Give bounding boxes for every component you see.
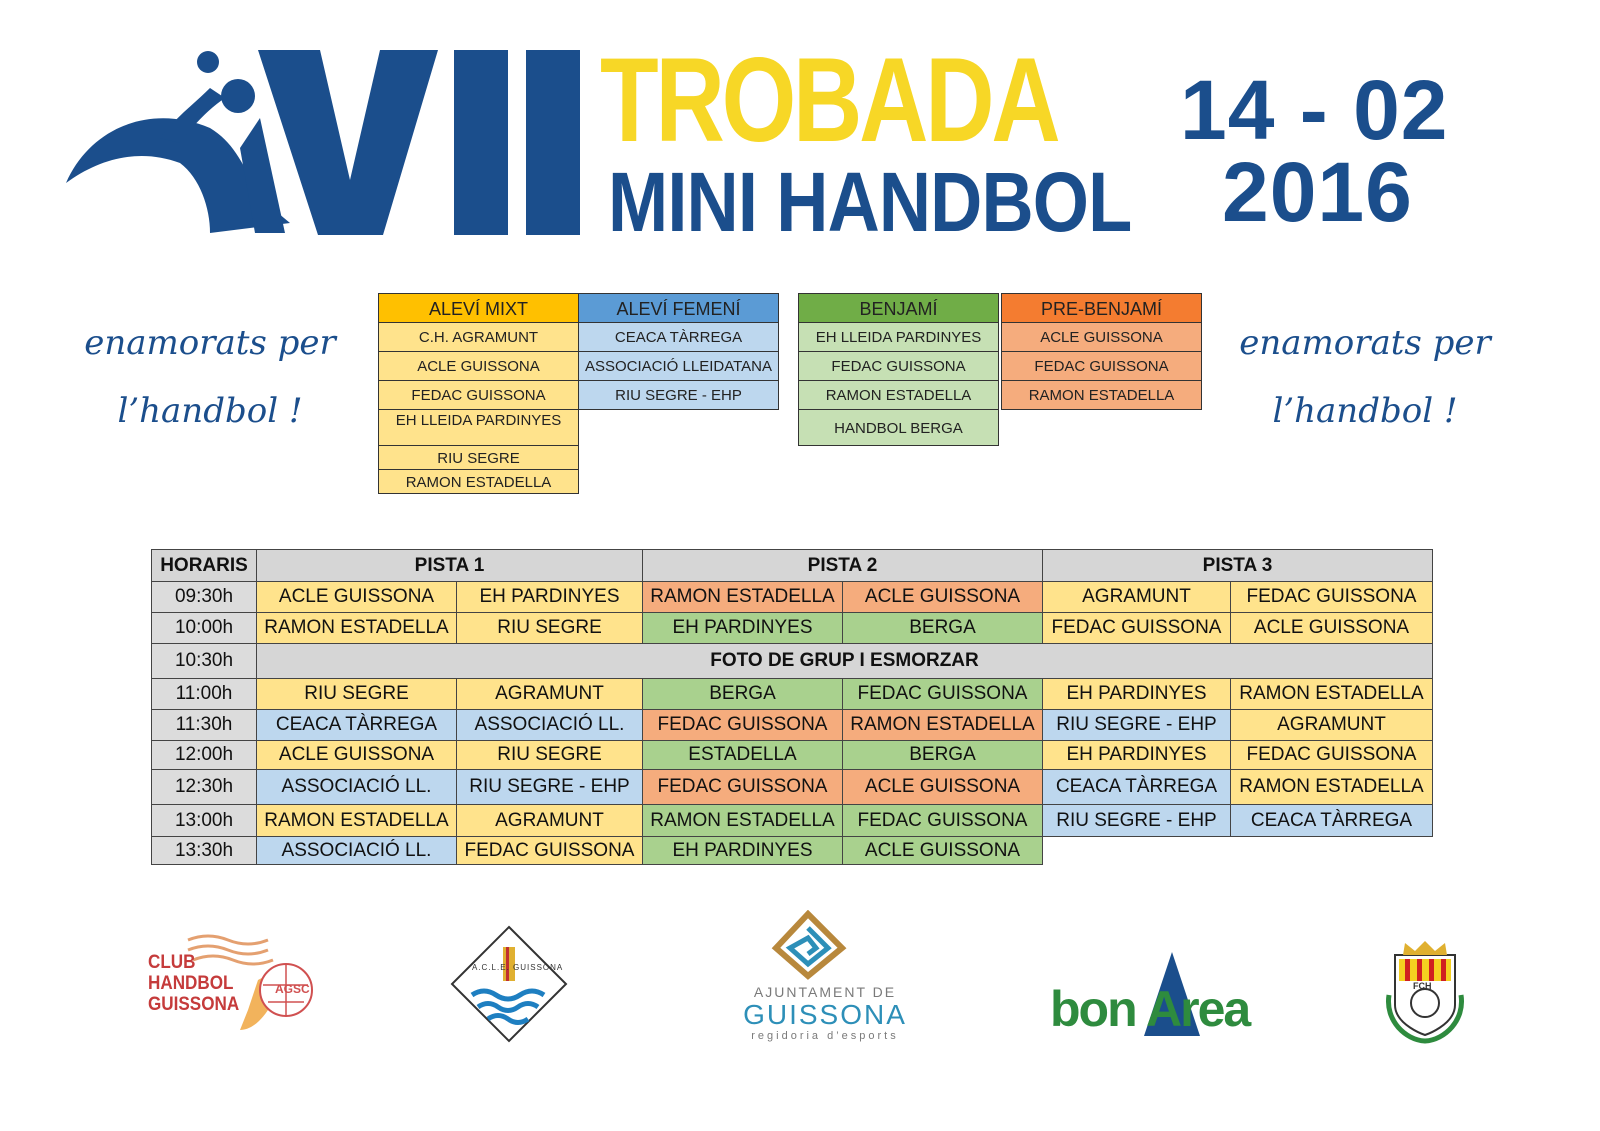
match-team-cell: FEDAC GUISSONA: [843, 805, 1043, 837]
category-team: RAMON ESTADELLA: [1001, 380, 1202, 410]
time-slot: 09:30h: [152, 582, 257, 613]
category-team: EH LLEIDA PARDINYES: [798, 322, 999, 352]
match-team-cell: RAMON ESTADELLA: [643, 582, 843, 613]
match-team-cell: EH PARDINYES: [457, 582, 643, 613]
slogan-right-line1: enamorats per: [1239, 323, 1491, 363]
fc-badge-text: FCH: [1413, 981, 1432, 991]
match-team-cell: [1043, 837, 1231, 865]
match-team-cell: FEDAC GUISSONA: [1231, 741, 1433, 770]
category-header: BENJAMÍ: [798, 293, 999, 323]
category-team: RAMON ESTADELLA: [378, 469, 579, 494]
match-team-cell: EH PARDINYES: [643, 837, 843, 865]
category-column: [1001, 293, 1202, 410]
schedule-row: [152, 710, 1433, 741]
acle-diamond-icon: [450, 925, 568, 1043]
match-team-cell: RAMON ESTADELLA: [1231, 679, 1433, 710]
category-column: [578, 293, 779, 410]
match-team-cell: ACLE GUISSONA: [1231, 613, 1433, 644]
category-team: RIU SEGRE - EHP: [578, 380, 779, 410]
category-team: FEDAC GUISSONA: [378, 380, 579, 410]
schedule-row: [152, 582, 1433, 613]
match-team-cell: FEDAC GUISSONA: [1043, 613, 1231, 644]
schedule-row: [152, 770, 1433, 805]
time-slot: 11:30h: [152, 710, 257, 741]
header-pista-1: PISTA 1: [257, 550, 643, 582]
schedule-row: [152, 679, 1433, 710]
match-team-cell: CEACA TÀRREGA: [1043, 770, 1231, 805]
ajuntament-line2: GUISSONA: [743, 999, 907, 1030]
match-team-cell: RIU SEGRE: [457, 613, 643, 644]
break-cell: FOTO DE GRUP I ESMORZAR: [257, 644, 1433, 679]
category-column: [378, 293, 579, 494]
match-team-cell: RIU SEGRE: [257, 679, 457, 710]
category-team: ACLE GUISSONA: [1001, 322, 1202, 352]
category-team: HANDBOL BERGA: [798, 409, 999, 446]
match-team-cell: BERGA: [843, 741, 1043, 770]
schedule-header-row: [152, 550, 1433, 582]
slogan-left-line1: enamorats per: [84, 323, 336, 363]
match-team-cell: BERGA: [843, 613, 1043, 644]
category-team: RAMON ESTADELLA: [798, 380, 999, 410]
match-team-cell: FEDAC GUISSONA: [643, 710, 843, 741]
match-team-cell: RIU SEGRE - EHP: [457, 770, 643, 805]
match-team-cell: BERGA: [643, 679, 843, 710]
category-header: PRE-BENJAMÍ: [1001, 293, 1202, 323]
match-team-cell: RAMON ESTADELLA: [257, 613, 457, 644]
ajuntament-spiral-icon: [768, 910, 848, 980]
match-team-cell: ACLE GUISSONA: [843, 837, 1043, 865]
bonarea-logo: [1050, 950, 1280, 1040]
match-team-cell: FEDAC GUISSONA: [1231, 582, 1433, 613]
club-line2: HANDBOL: [148, 973, 234, 994]
match-team-cell: [1231, 837, 1433, 865]
club-line1: CLUB: [148, 952, 196, 973]
fc-guissona-badge: [1385, 935, 1465, 1045]
header-horaris: HORARIS: [152, 550, 257, 582]
club-line3: GUISSONA: [148, 994, 240, 1015]
match-team-cell: RAMON ESTADELLA: [257, 805, 457, 837]
schedule-row: [152, 837, 1433, 865]
event-date-year: 2016: [1222, 145, 1413, 239]
match-team-cell: ASSOCIACIÓ LL.: [257, 837, 457, 865]
ajuntament-line1: AJUNTAMENT DE: [753, 984, 897, 1000]
match-team-cell: RAMON ESTADELLA: [1231, 770, 1433, 805]
category-team: FEDAC GUISSONA: [1001, 351, 1202, 381]
match-team-cell: EH PARDINYES: [643, 613, 843, 644]
match-team-cell: ACLE GUISSONA: [843, 770, 1043, 805]
club-badge-text: AGSC: [275, 982, 310, 996]
header-pista-3: PISTA 3: [1043, 550, 1433, 582]
title-mini-handbol: MINI HANDBOL: [608, 155, 1132, 249]
match-team-cell: FEDAC GUISSONA: [843, 679, 1043, 710]
category-header: ALEVÍ FEMENÍ: [578, 293, 779, 323]
match-team-cell: EH PARDINYES: [1043, 741, 1231, 770]
roman-numeral-vii: [258, 30, 598, 240]
match-team-cell: AGRAMUNT: [1043, 582, 1231, 613]
match-team-cell: ACLE GUISSONA: [257, 582, 457, 613]
match-team-cell: FEDAC GUISSONA: [457, 837, 643, 865]
category-team: ACLE GUISSONA: [378, 351, 579, 381]
category-team: FEDAC GUISSONA: [798, 351, 999, 381]
category-team: C.H. AGRAMUNT: [378, 322, 579, 352]
event-date-day: 14 - 02: [1180, 63, 1449, 157]
time-slot: 10:00h: [152, 613, 257, 644]
match-team-cell: CEACA TÀRREGA: [257, 710, 457, 741]
match-team-cell: RIU SEGRE: [457, 741, 643, 770]
match-team-cell: RIU SEGRE - EHP: [1043, 805, 1231, 837]
slogan-right-line2: l’handbol !: [1272, 391, 1458, 431]
match-team-cell: RIU SEGRE - EHP: [1043, 710, 1231, 741]
match-team-cell: RAMON ESTADELLA: [843, 710, 1043, 741]
acle-badge-text: A.C.L.E. GUISSONA: [472, 963, 564, 972]
title-trobada: TROBADA: [600, 33, 1058, 167]
ajuntament-guissona-logo: [740, 910, 910, 1040]
acle-guissona-badge: [450, 925, 568, 1043]
schedule-row: [152, 805, 1433, 837]
match-team-cell: ESTADELLA: [643, 741, 843, 770]
bonarea-bon: bon: [1050, 981, 1136, 1037]
time-slot: 11:00h: [152, 679, 257, 710]
time-slot: 10:30h: [152, 644, 257, 679]
bonarea-area: Area: [1146, 981, 1250, 1037]
match-team-cell: ACLE GUISSONA: [843, 582, 1043, 613]
schedule-row: [152, 613, 1433, 644]
match-team-cell: AGRAMUNT: [1231, 710, 1433, 741]
header-pista-2: PISTA 2: [643, 550, 1043, 582]
category-team: ASSOCIACIÓ LLEIDATANA: [578, 351, 779, 381]
time-slot: 13:30h: [152, 837, 257, 865]
match-team-cell: CEACA TÀRREGA: [1231, 805, 1433, 837]
schedule-row: [152, 741, 1433, 770]
schedule-table: [151, 549, 1433, 865]
match-team-cell: AGRAMUNT: [457, 805, 643, 837]
time-slot: 13:00h: [152, 805, 257, 837]
slogan-left-line2: l’handbol !: [117, 391, 303, 431]
category-team: CEACA TÀRREGA: [578, 322, 779, 352]
club-handbol-guissona-logo: [148, 930, 318, 1040]
category-header: ALEVÍ MIXT: [378, 293, 579, 323]
time-slot: 12:30h: [152, 770, 257, 805]
time-slot: 12:00h: [152, 741, 257, 770]
category-column: [798, 293, 999, 446]
category-team: RIU SEGRE: [378, 445, 579, 470]
ajuntament-line3: regidoria d’esports: [751, 1030, 899, 1042]
category-team: EH LLEIDA PARDINYES: [378, 409, 579, 446]
schedule-row: [152, 644, 1433, 679]
match-team-cell: ACLE GUISSONA: [257, 741, 457, 770]
match-team-cell: RAMON ESTADELLA: [643, 805, 843, 837]
match-team-cell: FEDAC GUISSONA: [643, 770, 843, 805]
match-team-cell: ASSOCIACIÓ LL.: [457, 710, 643, 741]
match-team-cell: ASSOCIACIÓ LL.: [257, 770, 457, 805]
match-team-cell: AGRAMUNT: [457, 679, 643, 710]
match-team-cell: EH PARDINYES: [1043, 679, 1231, 710]
